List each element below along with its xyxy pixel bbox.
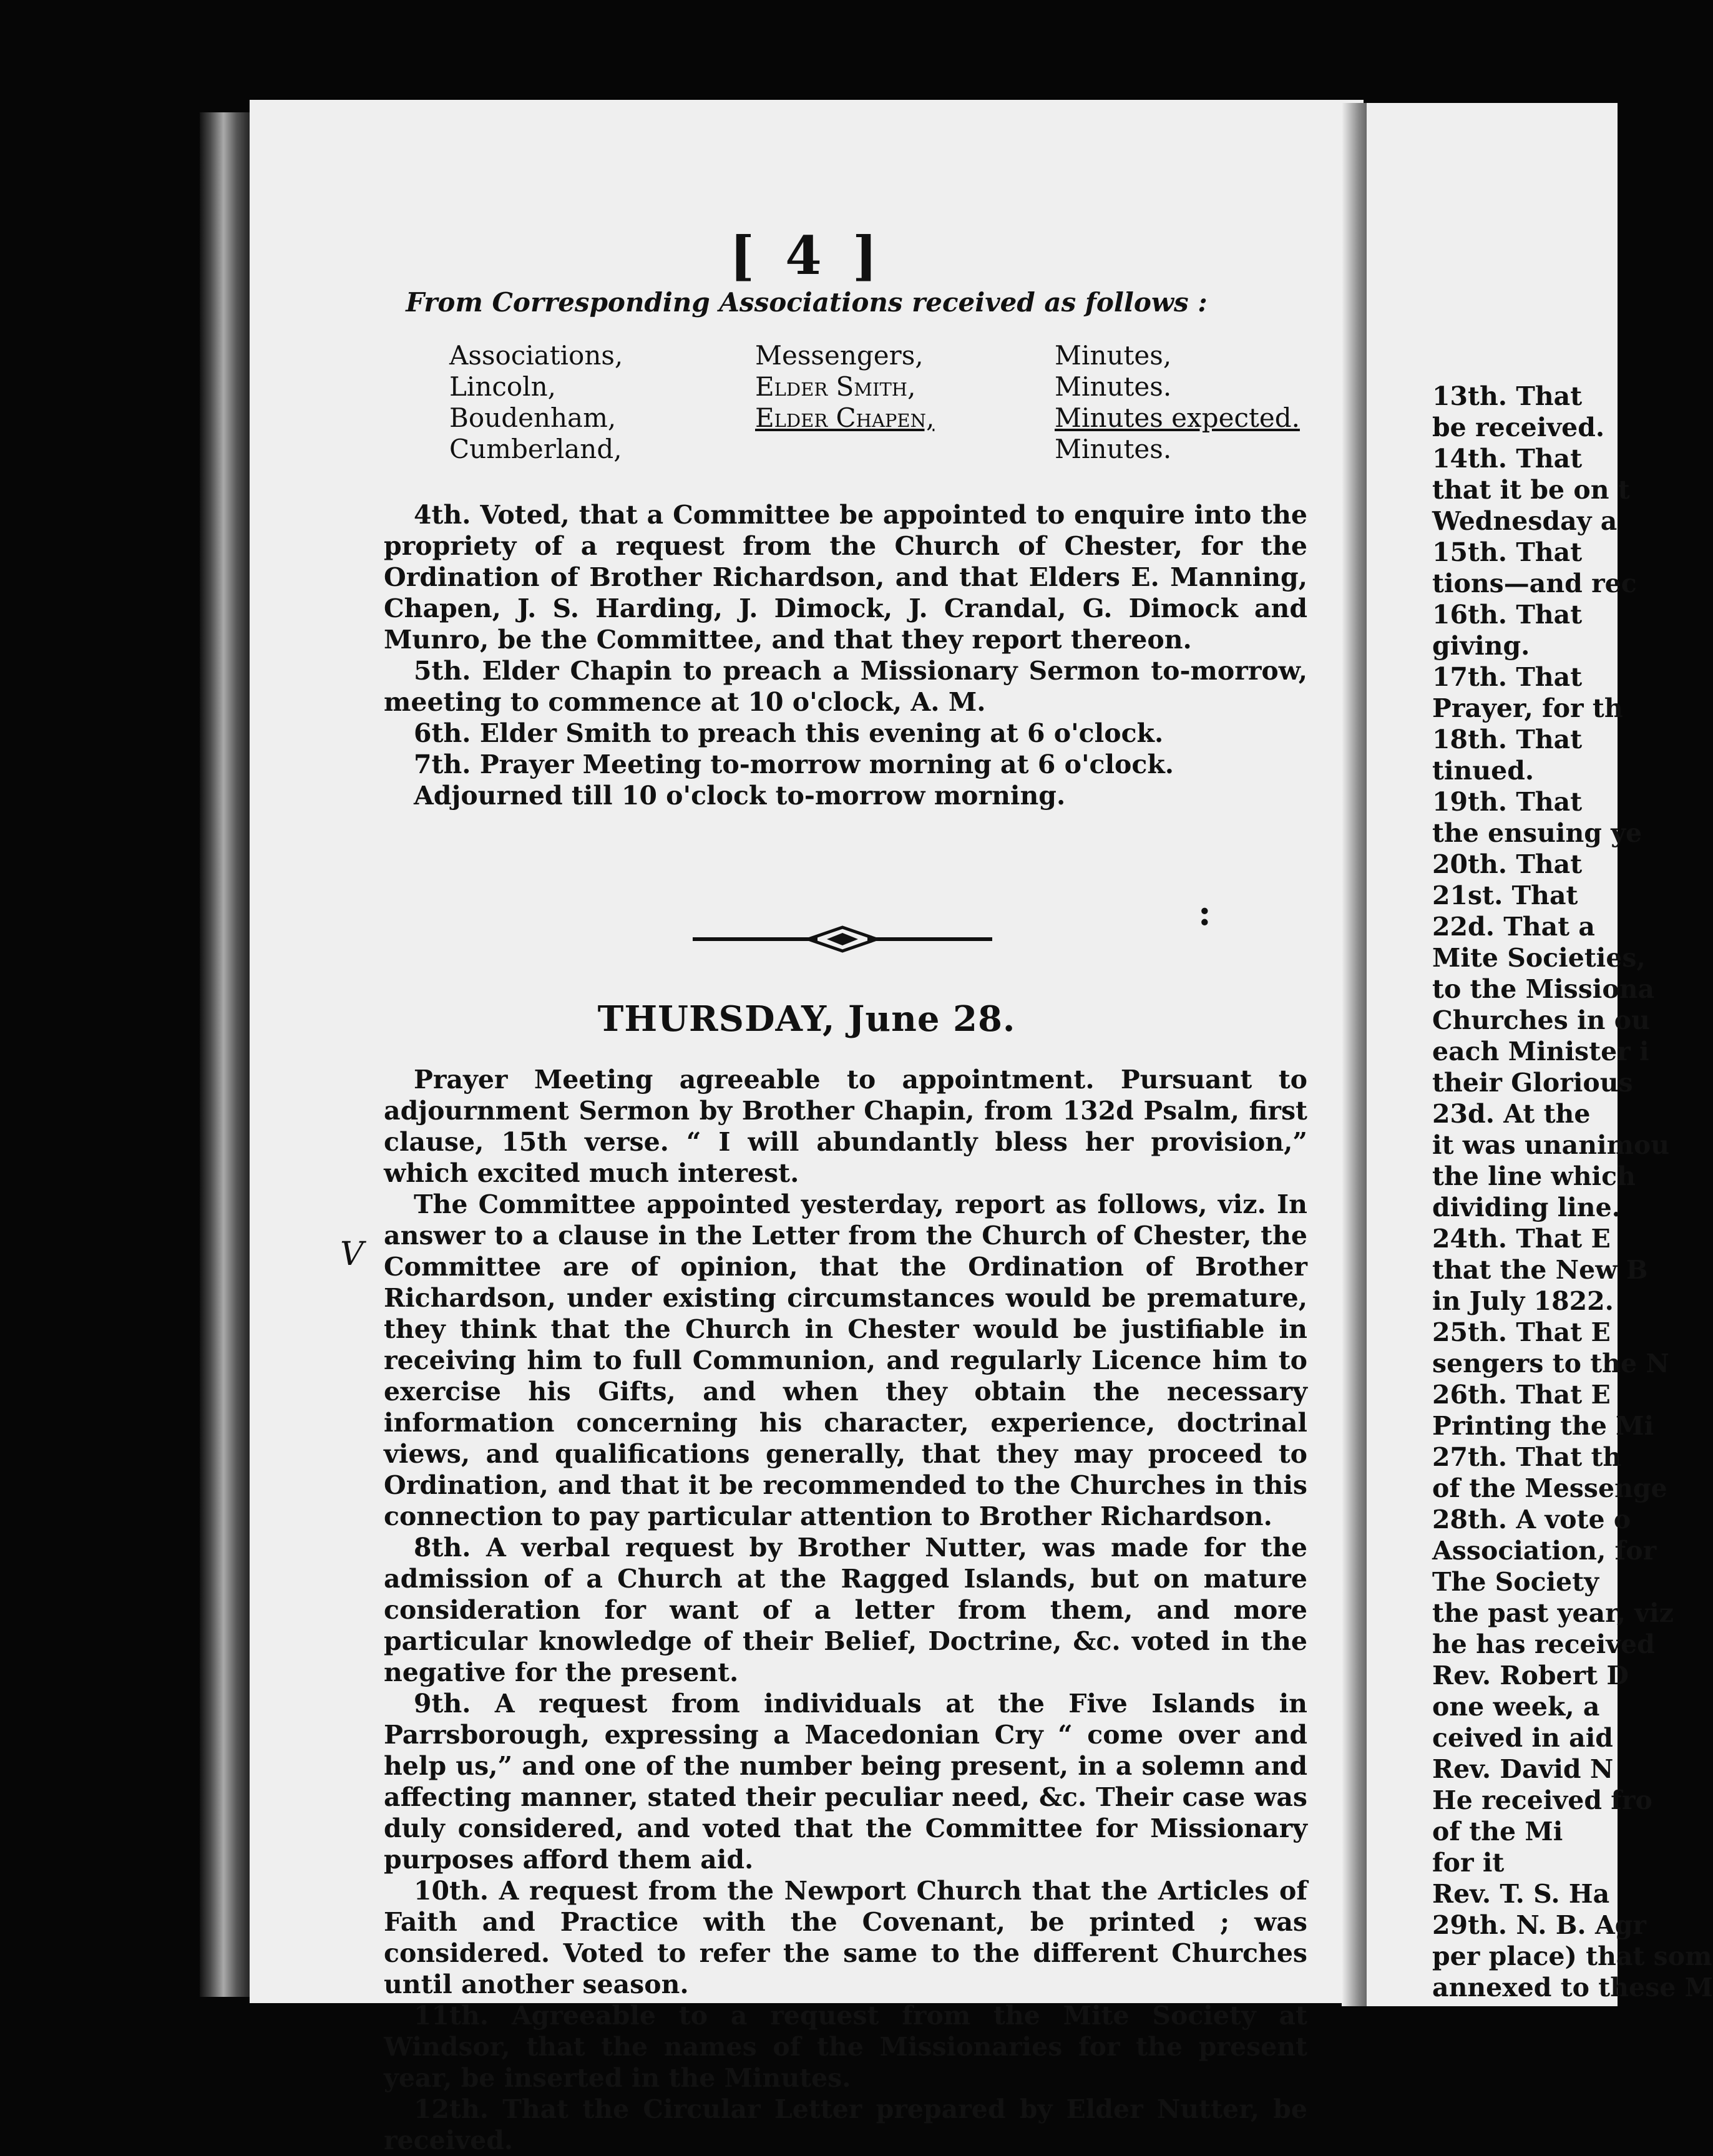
right-page-line: 28th. A vote o (1432, 1505, 1631, 1534)
table-cell (755, 434, 1055, 465)
right-page-line: one week, a (1432, 1692, 1600, 1722)
right-page-line: in July 1822. (1432, 1286, 1614, 1316)
right-page-line: the past year, viz (1432, 1598, 1674, 1628)
paragraph: 8th. A verbal request by Brother Nutter, was made for the admission of a Church at the Ragged Islands, but on mature consideration for want of a letter from them, and more particular knowledge of their Belief, Doctrine, &c. voted in the negative for the present. (384, 1533, 1307, 1687)
right-page-line: 29th. N. B. Agr (1432, 1910, 1647, 1940)
associations-table (449, 340, 1317, 465)
right-page-line: annexed to these M (1432, 1973, 1713, 2002)
table-header: Minutes, (1055, 340, 1172, 371)
right-page-line: 25th. That E (1432, 1317, 1611, 1347)
right-page-text (1432, 381, 1713, 2003)
right-page-line: Churches in ou (1432, 1005, 1650, 1035)
right-page-line: He received fro (1432, 1785, 1652, 1815)
paragraph: 5th. Elder Chapin to preach a Missionary Sermon to-morrow, meeting to commence at 10 o'clock, A. M. (384, 656, 1307, 717)
right-page-line: 16th. That (1432, 600, 1583, 630)
table-cell: Elder Chapen, (755, 402, 935, 433)
right-page-line: of the Mi (1432, 1817, 1563, 1846)
right-page-line: 18th. That (1432, 724, 1583, 754)
right-page-line: that it be on t (1432, 475, 1630, 505)
right-page-line: 23d. At the (1432, 1099, 1591, 1129)
table-cell: Minutes. (1055, 371, 1172, 402)
paragraph: 11th. Agreeable to a request from the Mite Society at Windsor, that the names of the Missionaries for the present year, be inserted in the Minutes. (384, 2001, 1307, 2093)
paragraph: The Committee appointed yesterday, report as follows, viz. In answer to a clause in the Letter from the Church of Chester, the Committee are of opinion, that the Ordination of Brother Richardson, under existing circumstances would be premature, they think that the Church in Chester would be justifiable in receiving him to full Communion, and regularly Licence him to exercise his Gifts, and when they obtain the necessary information concerning his character, experience, doctrinal views, and qualifications generally, that they may proceed to Ordination, and that it be recommended to the Churches in this connection to pay particular attention to Brother Richardson. (384, 1189, 1307, 1531)
right-page-line: Rev. Robert D (1432, 1661, 1629, 1690)
paragraph: 6th. Elder Smith to preach this evening at 6 o'clock. (414, 718, 1164, 748)
day-title: THURSDAY, June 28. (597, 998, 1016, 1040)
table-row (449, 434, 1317, 465)
resolutions-block-1 (384, 499, 1307, 811)
right-page-line: Rev. T. S. Ha (1432, 1879, 1610, 1909)
table-cell: Lincoln, (449, 371, 557, 402)
right-page-line: 17th. That (1432, 662, 1583, 692)
page-number: [ 4 ] (730, 225, 884, 286)
table-row (449, 402, 1317, 434)
right-page-line: 15th. That (1432, 537, 1583, 567)
table-header-row (449, 340, 1317, 371)
resolutions-block-2 (384, 1064, 1307, 2156)
right-page-line: Association, for (1432, 1536, 1657, 1566)
right-page (1367, 103, 1713, 2006)
right-page-line: the ensuing ye (1432, 818, 1642, 848)
right-page-line: dividing line. (1432, 1193, 1621, 1222)
margin-mark: V (340, 1236, 364, 1273)
right-page-line: ceived in aid (1432, 1723, 1613, 1753)
left-page (250, 100, 1364, 2155)
right-page-line: of the Messenge (1432, 1473, 1667, 1503)
right-page-line: that the New B (1432, 1255, 1648, 1285)
right-page-line: 14th. That (1432, 444, 1583, 474)
right-page-line: to the Missiona (1432, 974, 1655, 1004)
book-binding (200, 112, 253, 1997)
right-page-line: 21st. That (1432, 880, 1578, 910)
right-page-line: Printing the Mi (1432, 1411, 1654, 1441)
ornament-divider-icon (686, 924, 998, 955)
right-page-line: 19th. That (1432, 787, 1583, 817)
section-heading: From Corresponding Associations received as follows : (406, 287, 1208, 318)
right-page-line: tions—and rec (1432, 568, 1637, 598)
paragraph: 12th. That the Circular Letter prepared by Elder Nutter, be received. (384, 2094, 1307, 2155)
right-page-line: 24th. That E (1432, 1224, 1611, 1254)
right-page-line: Prayer, for th (1432, 693, 1623, 723)
table-cell: Minutes expected. (1055, 402, 1300, 433)
table-cell: Boudenham, (449, 402, 617, 433)
table-cell: Cumberland, (449, 434, 622, 464)
right-page-line: sengers to the N (1432, 1349, 1669, 1378)
right-page-line: 22d. That a (1432, 912, 1595, 942)
right-page-line: 13th. That (1432, 381, 1583, 411)
right-page-line: their Glorious (1432, 1068, 1633, 1098)
right-page-line: each Minister i (1432, 1037, 1649, 1066)
paragraph: Prayer Meeting agreeable to appointment. Pursuant to adjournment Sermon by Brother Chapin, from 132d Psalm, first clause, 15th verse. “ I will abundantly bless her provision,” which excited much interest. (384, 1065, 1307, 1188)
right-page-line: per place) that som (1432, 1941, 1712, 1971)
right-page-line: for it (1432, 1848, 1505, 1878)
table-cell: Elder Smith, (755, 371, 916, 402)
right-page-line: Wednesday a (1432, 506, 1618, 536)
right-page-line: Rev. David N (1432, 1754, 1614, 1784)
table-row (449, 371, 1317, 402)
right-page-line: tinued. (1432, 756, 1535, 786)
right-page-line: 20th. That (1432, 849, 1583, 879)
right-page-line: 26th. That E (1432, 1380, 1611, 1410)
right-page-line: the line which (1432, 1161, 1636, 1191)
right-page-line: The Society (1432, 1567, 1599, 1597)
colon-mark: : (1198, 892, 1211, 934)
paragraph: 10th. A request from the Newport Church that the Articles of Faith and Practice with the Covenant, be printed ; was considered. Voted to refer the same to the different Churches until another season. (384, 1876, 1307, 1999)
right-page-line: it was unanimou (1432, 1130, 1670, 1160)
right-page-line: giving. (1432, 631, 1530, 661)
paragraph: 7th. Prayer Meeting to-morrow morning at 6 o'clock. (414, 749, 1174, 779)
table-header: Messengers, (755, 340, 924, 371)
right-page-line: Mite Societies, (1432, 943, 1646, 973)
paragraph: 4th. Voted, that a Committee be appointed to enquire into the propriety of a request from the Church of Chester, for the Ordination of Brother Richardson, and that Elders E. Manning, Chapen, J. S. Harding, J. Dimock, J. Crandal, G. Dimock and Munro, be the Committee, and that they report thereon. (384, 500, 1307, 655)
paragraph: Adjourned till 10 o'clock to-morrow morning. (414, 781, 1066, 811)
right-page-line: he has received (1432, 1629, 1655, 1659)
table-header: Associations, (449, 340, 623, 371)
table-cell: Minutes. (1055, 434, 1172, 464)
paragraph: 9th. A request from individuals at the Five Islands in Parrsborough, expressing a Macedonian Cry “ come over and help us,” and one of the number being present, in a solemn and affecting manner, stated their peculiar need, &c. Their case was duly considered, and voted that the Committee for Missionary purposes afford them aid. (384, 1689, 1307, 1875)
right-page-line: be received. (1432, 412, 1605, 442)
right-page-line: 27th. That th (1432, 1442, 1622, 1472)
